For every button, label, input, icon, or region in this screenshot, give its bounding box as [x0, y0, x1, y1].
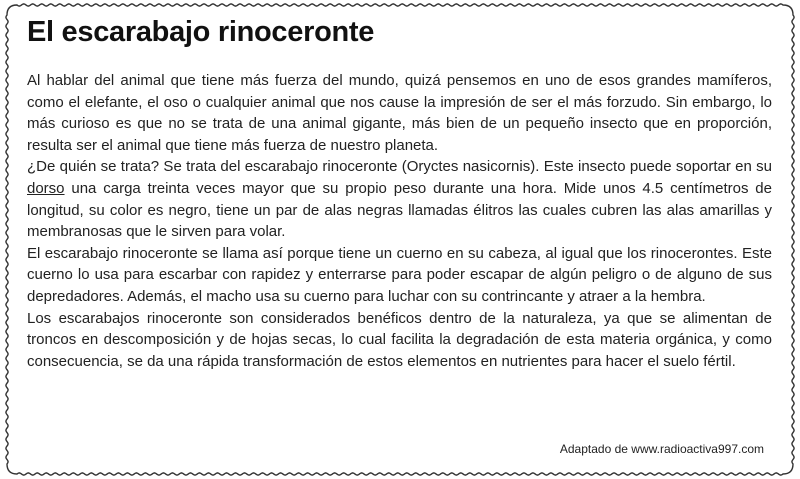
- paragraph-1: Al hablar del animal que tiene más fuerza del mundo, quizá pensemos en uno de esos grandes mamíferos, como el elefante, el oso o cualquier animal que nos cause la impresión de ser el más forzudo. Sin embargo, lo más curioso es que no se trata de una animal gigante, más bien de un pequeño insecto que en proporción, resulta ser el animal que tiene más fuerza de nuestro planeta.: [27, 72, 772, 154]
- paragraph-2: [27, 156, 772, 242]
- paragraph-3: El escarabajo rinoceronte se llama así porque tiene un cuerno en su cabeza, al igual que los rinocerontes. Este cuerno lo usa para escarbar con rapidez y enterrarse para poder escapar de algún peligro o de alguno de sus depredadores. Además, el macho usa su cuerno para luchar con su contrincante y atraer a la hembra.: [27, 244, 772, 305]
- paragraph-2-start: ¿De quién se trata? Se trata del escarabajo rinoceronte (Oryctes nasicornis). Este insecto puede soportar en su: [27, 158, 772, 176]
- document-title: El escarabajo rinoceronte: [27, 16, 375, 48]
- document-body: [27, 14, 772, 372]
- paragraph-2-end: una carga treinta veces mayor que su propio peso durante una hora. Mide unos 4.5 centímetros de longitud, su color es negro, tiene un par de alas negras llamadas élitros las cuales cubren las alas amarillas y membranosas que le sirven para volar.: [27, 179, 772, 241]
- article-text: [27, 70, 772, 372]
- underlined-word-dorso: dorso: [27, 179, 65, 197]
- source-attribution: Adaptado de www.radioactiva997.com: [559, 442, 764, 456]
- paragraph-4: Los escarabajos rinoceronte son considerados benéficos dentro de la naturaleza, ya que se alimentan de troncos en descomposición y de hojas secas, lo cual facilita la degradación de esta materia orgánica, y como consecuencia, se da una rápida transformación de estos elementos en nutrientes para hacer el suelo fértil.: [27, 309, 772, 370]
